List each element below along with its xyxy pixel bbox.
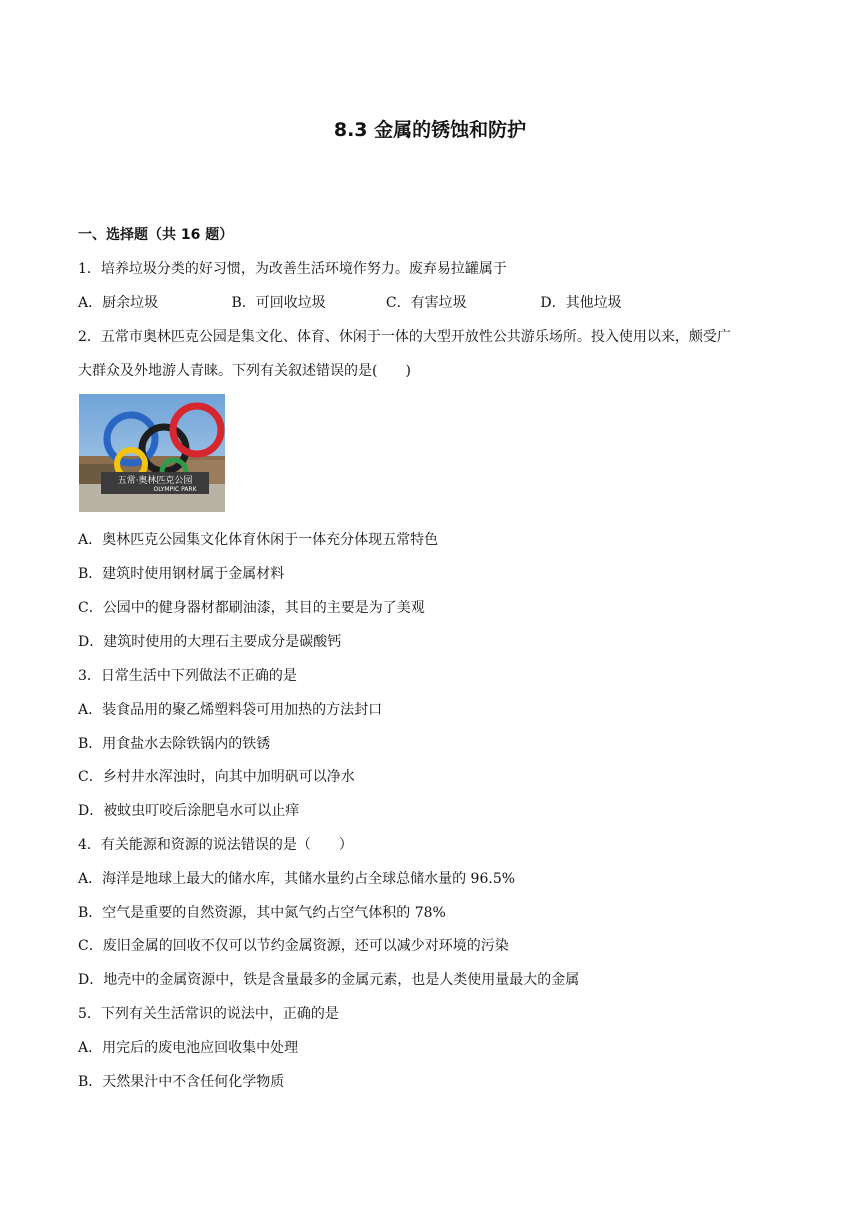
q5-option-b: B．天然果汁中不含任何化学物质 (78, 1074, 285, 1090)
question-3-stem: 3．日常生活中下列做法不正确的是 (78, 668, 297, 684)
q2-option-d: D．建筑时使用的大理石主要成分是碳酸钙 (78, 634, 342, 650)
sign-text: 五常·奥林匹克公园 (117, 476, 193, 486)
olympic-park-photo (79, 394, 225, 512)
q4-option-d: D．地壳中的金属资源中，铁是含量最多的金属元素，也是人类使用量最大的金属 (78, 972, 580, 988)
q3-option-c: C．乡村井水浑浊时，向其中加明矾可以净水 (78, 769, 355, 785)
q3-option-a: A．装食品用的聚乙烯塑料袋可用加热的方法封口 (78, 702, 383, 718)
question-2-stem-line1: 2．五常市奥林匹克公园是集文化、体育、休闲于一体的大型开放性公共游乐场所。投入使用以来，颇受广 (78, 329, 731, 345)
q5-option-a: A．用完后的废电池应回收集中处理 (78, 1040, 299, 1056)
q1-option-d: D．其他垃圾 (540, 295, 622, 311)
q2-option-b: B．建筑时使用钢材属于金属材料 (78, 566, 285, 582)
q4-option-a: A．海洋是地球上最大的储水库，其储水量约占全球总储水量的 96.5% (78, 871, 516, 887)
section-heading: 一、选择题（共 16 题） (78, 227, 234, 243)
question-5-stem: 5．下列有关生活常识的说法中，正确的是 (78, 1006, 339, 1022)
q1-option-a: A．厨余垃圾 (78, 295, 159, 311)
question-1-options (78, 292, 622, 312)
q1-option-b: B．可回收垃圾 (231, 295, 326, 311)
q2-option-c: C．公园中的健身器材都刷油漆，其目的主要是为了美观 (78, 600, 425, 616)
q4-option-b: B．空气是重要的自然资源，其中氮气约占空气体积的 78% (78, 905, 446, 921)
question-2-stem-line2: 大群众及外地游人青睐。下列有关叙述错误的是( ) (78, 363, 411, 379)
q1-option-c: C．有害垃圾 (385, 295, 467, 311)
q3-option-b: B．用食盐水去除铁锅内的铁锈 (78, 736, 271, 752)
q3-option-d: D．被蚊虫叮咬后涂肥皂水可以止痒 (78, 803, 300, 819)
sign-text-english: OLYMPIC PARK (153, 486, 197, 493)
question-1-stem: 1．培养垃圾分类的好习惯，为改善生活环境作努力。废弃易拉罐属于 (78, 261, 507, 277)
page-title: 8.3 金属的锈蚀和防护 (333, 119, 527, 141)
question-4-stem: 4．有关能源和资源的说法错误的是（ ） (78, 837, 353, 853)
q4-option-c: C．废旧金属的回收不仅可以节约金属资源，还可以减少对环境的污染 (78, 938, 509, 954)
q2-option-a: A．奥林匹克公园集文化体育休闲于一体充分体现五常特色 (78, 532, 439, 548)
